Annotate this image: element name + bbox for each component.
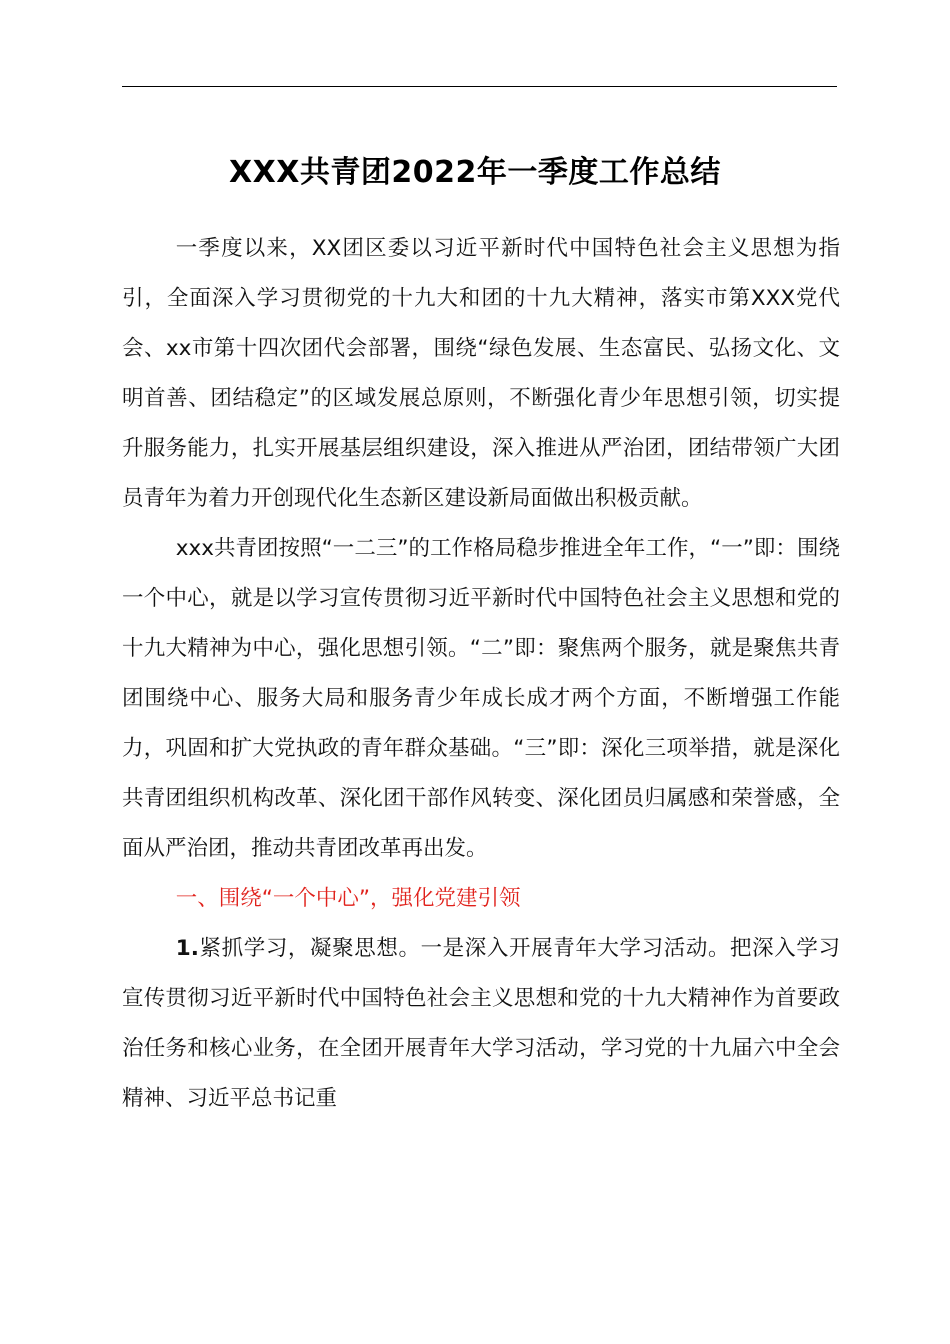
item-1-number: 1. bbox=[175, 936, 199, 961]
header-rule bbox=[122, 86, 837, 87]
item-1-paragraph bbox=[122, 924, 840, 1124]
work-pattern-paragraph: xxx共青团按照“一二三”的工作格局稳步推进全年工作，“一”即：围绕一个中心，就是以学习宣传贯彻习近平新时代中国特色社会主义思想和党的十九大精神为中心，强化思想引领。“二”即：聚焦两个服务，就是聚焦共青团围绕中心、服务大局和服务青少年成长成才两个方面，不断增强工作能力，巩固和扩大党执政的青年群众基础。“三”即：深化三项举措，就是深化共青团组织机构改革、深化团干部作风转变、深化团员归属感和荣誉感，全面从严治团，推动共青团改革再出发。 bbox=[122, 536, 840, 861]
document-title: XXX共青团2022年一季度工作总结 bbox=[229, 155, 721, 190]
item-1-text: 紧抓学习，凝聚思想。一是深入开展青年大学习活动。把深入学习宣传贯彻习近平新时代中国特色社会主义思想和党的十九大精神作为首要政治任务和核心业务，在全团开展青年大学习活动，学习党的十九届六中全会精神、习近平总书记重 bbox=[122, 936, 840, 1111]
document-body bbox=[122, 224, 840, 1124]
intro-paragraph: 一季度以来，XX团区委以习近平新时代中国特色社会主义思想为指引，全面深入学习贯彻党的十九大和团的十九大精神，落实市第XXX党代会、xx市第十四次团代会部署，围绕“绿色发展、生态富民、弘扬文化、文明首善、团结稳定”的区域发展总原则，不断强化青少年思想引领，切实提升服务能力，扎实开展基层组织建设，深入推进从严治团，团结带领广大团员青年为着力开创现代化生态新区建设新局面做出积极贡献。 bbox=[122, 236, 840, 511]
section-heading: 一、围绕“一个中心”，强化党建引领 bbox=[175, 886, 521, 911]
